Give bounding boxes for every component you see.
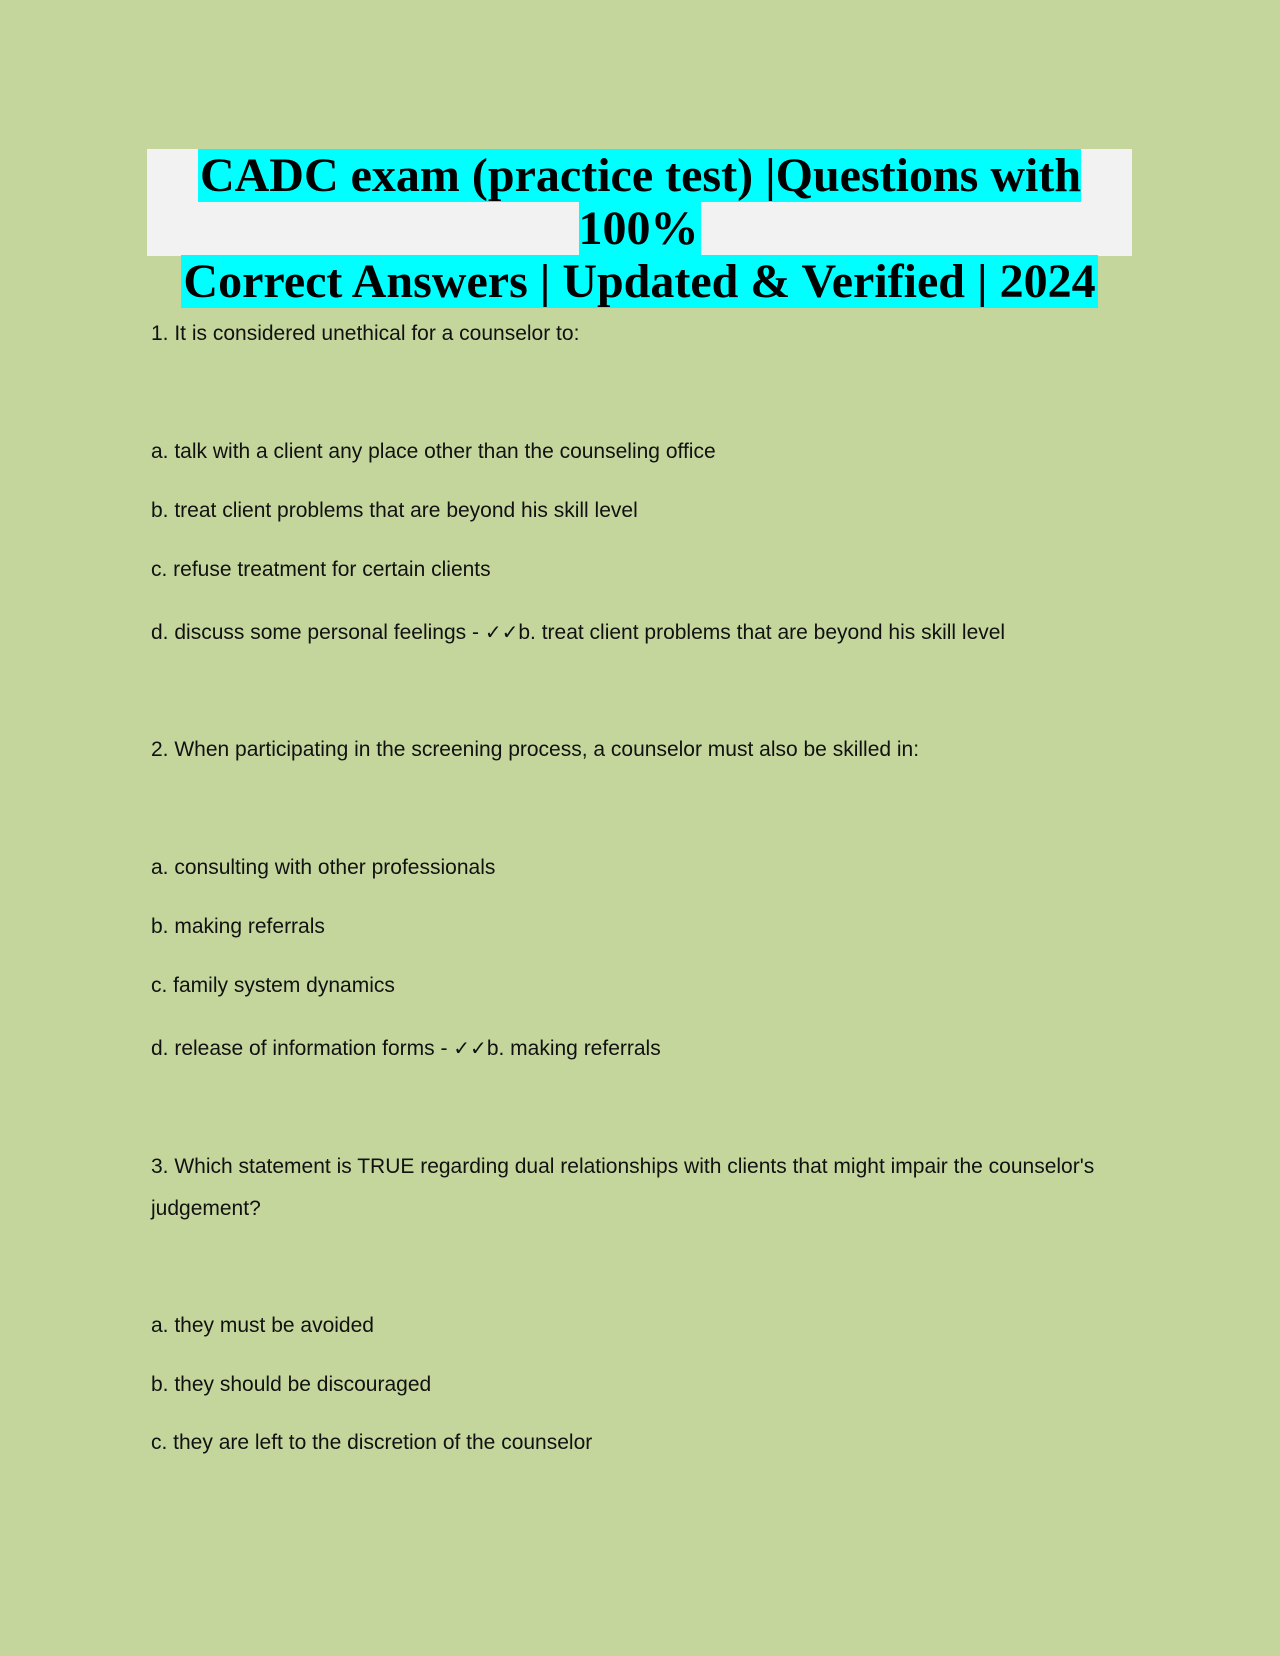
question-2-option-a: a. consulting with other professionals bbox=[151, 856, 496, 879]
question-2-option-d-with-answer bbox=[151, 1036, 661, 1061]
title-line-1: CADC exam (practice test) |Questions with 100% bbox=[199, 149, 1082, 255]
title-line-2: Correct Answers | Updated & Verified | 2024 bbox=[183, 255, 1096, 308]
question-1-option-a: a. talk with a client any place other than the counseling office bbox=[151, 440, 716, 463]
check-mark-icon: ✓✓ bbox=[453, 1036, 487, 1060]
question-1-option-b: b. treat client problems that are beyond his skill level bbox=[151, 499, 638, 522]
question-1-option-c: c. refuse treatment for certain clients bbox=[151, 558, 491, 581]
question-1-answer: b. treat client problems that are beyond his skill level bbox=[518, 621, 1006, 644]
question-2-option-c: c. family system dynamics bbox=[151, 974, 395, 997]
check-mark-icon: ✓✓ bbox=[484, 620, 519, 644]
question-1-text: 1. It is considered unethical for a counselor to: bbox=[151, 322, 580, 345]
document-title bbox=[147, 149, 1132, 308]
question-3-option-a: a. they must be avoided bbox=[151, 1314, 374, 1337]
question-2-option-d: d. release of information forms - bbox=[151, 1037, 454, 1060]
question-3-option-c: c. they are left to the discretion of the counselor bbox=[151, 1431, 593, 1454]
question-2-text: 2. When participating in the screening process, a counselor must also be skilled in: bbox=[151, 738, 920, 761]
question-3-text-line-1: 3. Which statement is TRUE regarding dual relationships with clients that might impair the counselor's bbox=[151, 1155, 1095, 1178]
question-1-option-d-with-answer bbox=[151, 620, 1005, 645]
question-3-option-b: b. they should be discouraged bbox=[151, 1373, 432, 1396]
question-1-option-d: d. discuss some personal feelings - bbox=[151, 621, 485, 644]
question-3-text-line-2: judgement? bbox=[151, 1197, 261, 1220]
question-2-option-b: b. making referrals bbox=[151, 915, 325, 938]
question-2-answer: b. making referrals bbox=[486, 1037, 661, 1060]
